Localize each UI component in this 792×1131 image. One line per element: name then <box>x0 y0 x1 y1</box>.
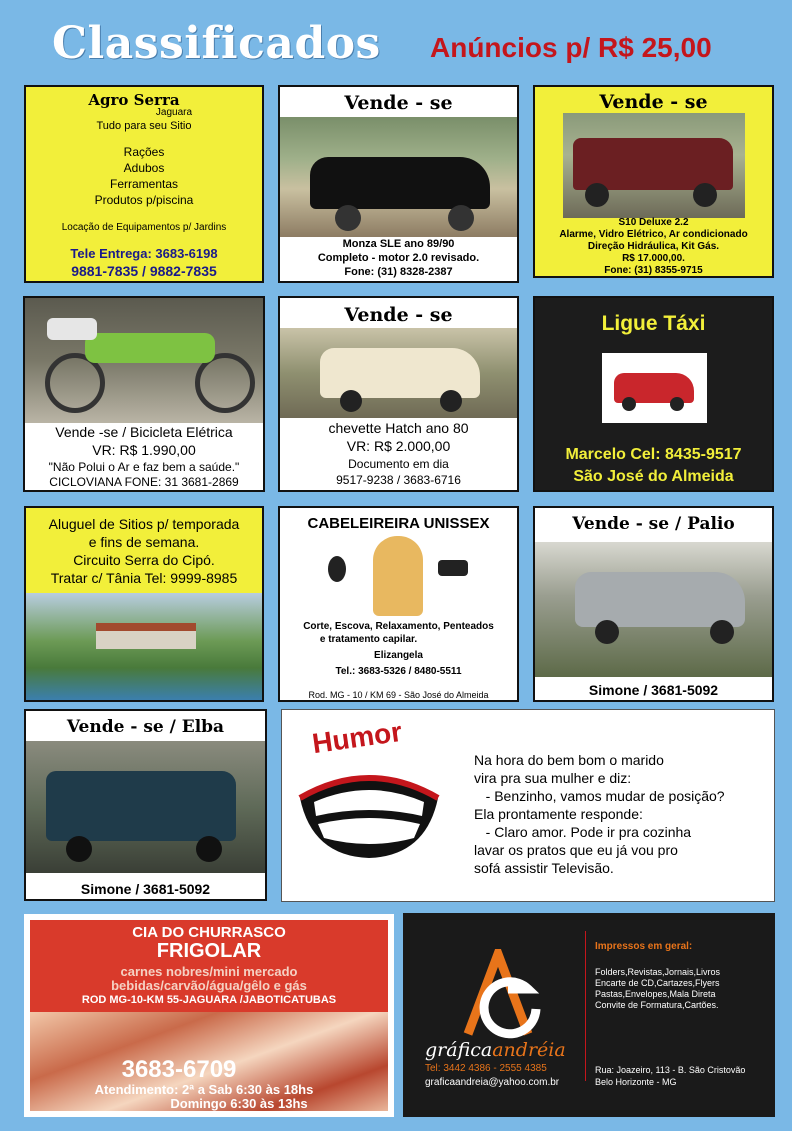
humor-line: Ela prontamente responde: <box>474 806 643 822</box>
churrasco-hours: Domingo 6:30 às 13hs <box>170 1096 308 1111</box>
s10-photo <box>563 113 745 218</box>
agro-name: Agro Serra <box>88 91 180 109</box>
ad-churrasco <box>24 914 394 1117</box>
chevette-heading: Vende - se <box>344 304 453 326</box>
agro-product: Adubos <box>123 161 165 175</box>
ad-chevette <box>278 296 519 492</box>
sitios-phone: Tratar c/ Tânia Tel: 9999-8985 <box>50 570 238 586</box>
s10-heading: Vende - se <box>599 91 708 113</box>
grafica-tel: Tel: 3442 4386 - 2555 4385 <box>425 1063 547 1074</box>
agro-delivery: Tele Entrega: 3683-6198 <box>70 246 218 261</box>
ad-sitios <box>24 506 264 702</box>
grafica-services-title: Impressos em geral: <box>595 941 693 952</box>
sitios-photo <box>26 593 262 700</box>
sitios-line: e fins de semana. <box>88 534 200 550</box>
ad-taxi <box>533 296 774 492</box>
monza-phone: Fone: (31) 8328-2387 <box>344 266 453 278</box>
taxi-photo <box>602 353 707 423</box>
humor-box <box>281 709 775 902</box>
cabeleireira-phone: Tel.: 3683-5326 / 8480-5511 <box>335 666 462 677</box>
churrasco-line: carnes nobres/mini mercado <box>120 964 298 979</box>
churrasco-brand: FRIGOLAR <box>156 940 262 962</box>
grafica-email: graficaandreia@yahoo.com.br <box>425 1077 560 1088</box>
churrasco-line: bebidas/carvão/água/gêlo e gás <box>111 978 307 993</box>
cabeleireira-name: Elizangela <box>374 650 423 661</box>
churrasco-address: ROD MG-10-KM 55-JAGUARA /JABOTICATUBAS <box>81 994 337 1006</box>
churrasco-panel <box>30 920 388 1111</box>
ad-elba <box>24 709 267 901</box>
chevette-phone: 9517-9238 / 3683-6716 <box>336 473 461 487</box>
grafica-brand-a: gráfica <box>425 1039 493 1061</box>
grafica-address: Rua: Joazeiro, 113 - B. São Cristovão <box>595 1065 746 1075</box>
grafica-address: Belo Horizonte - MG <box>595 1077 677 1087</box>
page-title: Classificados <box>52 18 381 69</box>
ad-palio <box>533 506 774 702</box>
chevette-photo <box>280 328 517 418</box>
monza-photo <box>280 117 517 237</box>
cabeleireira-photo <box>328 536 468 616</box>
elba-photo <box>26 741 265 873</box>
agro-tagline: Tudo para seu Sitio <box>96 120 192 132</box>
bike-slogan: "Não Polui o Ar e faz bem a saúde." <box>48 460 240 474</box>
ad-s10 <box>533 85 774 278</box>
churrasco-hours: Atendimento: 2ª a Sab 6:30 às 18hs <box>94 1082 314 1097</box>
humor-line: Na hora do bem bom o marido <box>474 752 664 768</box>
bike-price: VR: R$ 1.990,00 <box>92 442 196 458</box>
grafica-brand <box>425 1039 566 1061</box>
monza-model: Monza SLE ano 89/90 <box>342 238 455 250</box>
taxi-heading: Ligue Táxi <box>601 312 706 335</box>
agro-phones: 9881-7835 / 9882-7835 <box>71 263 217 279</box>
agro-product: Ferramentas <box>109 177 179 191</box>
taxi-location: São José do Almeida <box>573 468 734 485</box>
bike-phone: CICLOVIANA FONE: 31 3681-2869 <box>49 475 239 489</box>
ad-agro-serra <box>24 85 264 283</box>
humor-line: vira pra sua mulher e diz: <box>474 770 632 786</box>
grafica-service: Pastas,Envelopes,Mala Direta <box>595 989 716 999</box>
bike-title: Vende -se / Bicicleta Elétrica <box>55 424 233 440</box>
grafica-service: Encarte de CD,Cartazes,Flyers <box>595 978 720 988</box>
s10-phone: Fone: (31) 8355-9715 <box>604 265 703 276</box>
grafica-brand-b: andréia <box>492 1039 566 1061</box>
s10-price: R$ 17.000,00. <box>622 253 685 264</box>
grafica-logo-icon <box>458 949 548 1039</box>
humor-line: lavar os pratos que eu já vou pro <box>474 842 678 858</box>
s10-features-2: Direção Hidráulica, Kit Gás. <box>587 241 720 252</box>
ad-cabeleireira <box>278 506 519 702</box>
churrasco-phone: 3683-6709 <box>121 1056 237 1083</box>
agro-rental: Locação de Equipamentos p/ Jardins <box>61 222 227 233</box>
elba-heading: Vende - se / Elba <box>66 717 225 737</box>
chevette-price: VR: R$ 2.000,00 <box>346 438 451 454</box>
grafica-service: Convite de Formatura,Cartões. <box>595 1000 719 1010</box>
cabeleireira-services-2: e tratamento capilar. <box>319 634 418 645</box>
cabeleireira-heading: CABELEIREIRA UNISSEX <box>307 515 490 532</box>
cabeleireira-services: Corte, Escova, Relaxamento, Penteados <box>303 621 494 632</box>
bike-photo <box>25 298 263 423</box>
sitios-line: Aluguel de Sitios p/ temporada <box>48 516 240 532</box>
smile-icon <box>296 768 442 860</box>
ad-monza <box>278 85 519 283</box>
price-note: Anúncios p/ R$ 25,00 <box>430 32 712 63</box>
agro-location: Jaguara <box>155 107 193 118</box>
humor-line: - Claro amor. Pode ir pra cozinha <box>474 824 692 840</box>
chevette-docs: Documento em dia <box>348 457 449 471</box>
humor-line: - Benzinho, vamos mudar de posição? <box>474 788 725 804</box>
ad-grafica <box>403 913 775 1117</box>
agro-product: Rações <box>123 145 165 159</box>
s10-model: S10 Deluxe 2.2 <box>618 217 689 228</box>
palio-heading: Vende - se / Palio <box>572 514 735 534</box>
grafica-service: Folders,Revistas,Jornais,Livros <box>595 967 721 977</box>
elba-contact: Simone / 3681-5092 <box>80 881 211 897</box>
monza-heading: Vende - se <box>344 92 453 114</box>
churrasco-line: CIA DO CHURRASCO <box>132 924 286 941</box>
agro-product: Produtos p/piscina <box>94 193 194 207</box>
monza-details: Completo - motor 2.0 revisado. <box>317 252 480 264</box>
cabeleireira-address: Rod. MG - 10 / KM 69 - São José do Almeida <box>308 690 489 700</box>
palio-photo <box>535 542 772 677</box>
ad-bicicleta <box>23 296 265 492</box>
taxi-contact: Marcelo Cel: 8435-9517 <box>565 446 742 463</box>
humor-title: Humor <box>310 715 404 760</box>
palio-contact: Simone / 3681-5092 <box>588 682 719 698</box>
chevette-model: chevette Hatch ano 80 <box>328 420 469 436</box>
sitios-line: Circuito Serra do Cipó. <box>73 552 215 568</box>
grafica-divider <box>585 931 586 1081</box>
s10-features: Alarme, Vidro Elétrico, Ar condicionado <box>559 229 748 240</box>
humor-line: sofá assistir Televisão. <box>474 860 614 876</box>
